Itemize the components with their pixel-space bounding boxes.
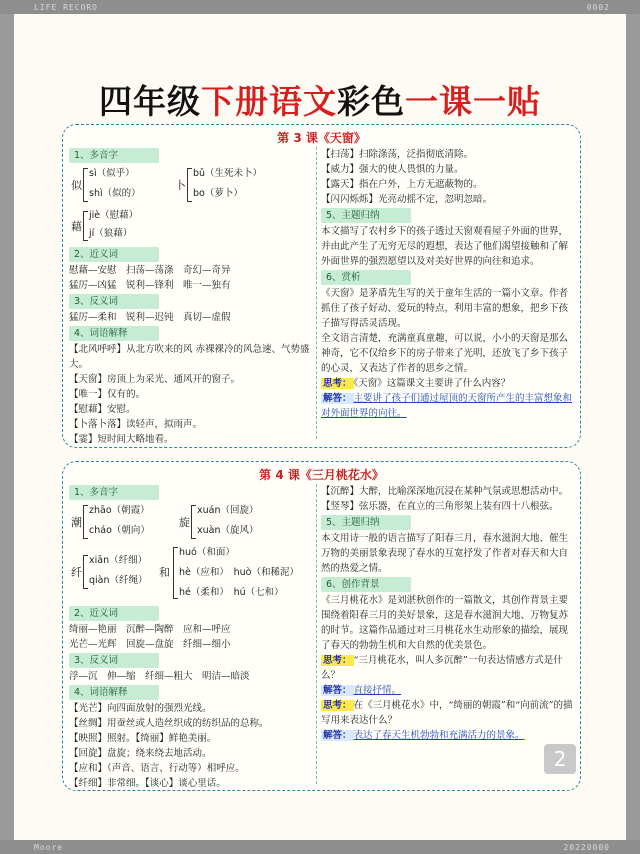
corner-top-right: 0002 — [586, 3, 610, 12]
polyphone-zhao-xuan — [69, 501, 314, 545]
brace — [83, 505, 88, 539]
theme-text: 本文描写了农村乡下的孩子透过天窗观看屋子外面的世界，并由此产生了无穷无尽的遐想，表达了他们渴望接触和了解外面世界的强烈愿望以及对美好世界的向往和追求。 — [321, 226, 569, 267]
lesson3-card — [62, 124, 581, 448]
word-meaning: 【映照】照射。【绮丽】鲜艳美丽。 — [69, 733, 217, 744]
answer — [321, 728, 574, 743]
column-divider — [316, 484, 317, 784]
brace — [83, 168, 88, 202]
appreciation-text: 全文语言清楚，充满童真童趣，可以说，小小的天窗是那么神奇，它不仅给乡下的房子带来了光明，还放飞了乡下孩子的心灵，又表达了作者的思乡之情。 — [321, 333, 569, 374]
section-theme: 5、主题归纳 — [321, 515, 411, 530]
question-text: “三月桃花水，叫人多沉醉”一句表达情感方式是什么？ — [321, 655, 563, 681]
reading-he-1: huó（和面） — [179, 547, 235, 558]
title-grade: 四年级 — [99, 82, 201, 121]
section-polyphones: 1、多音字 — [69, 485, 159, 500]
word-meaning: 【慰藉】安慰。 — [69, 404, 136, 415]
answer — [321, 391, 574, 421]
char-he: 和 — [159, 566, 170, 579]
reading-jie-2: jí（狼藉） — [89, 228, 133, 239]
word-meaning: 【应和】（声音、语言、行动等）相呼应。 — [69, 763, 245, 774]
section-background: 6、创作背景 — [321, 577, 411, 592]
reading-zhao-1: zhāo（朝霞） — [89, 505, 150, 516]
word-meaning: 【纤细】非常细。【谈心】谈心里话。 — [69, 778, 226, 789]
synonym-row: 光芒—光辉 回旋—盘旋 纤细—细小 — [69, 639, 231, 650]
antonym-row: 猛厉—柔和 锐利—迟钝 真切—虚假 — [69, 312, 231, 323]
section-appreciation: 6、赏析 — [321, 270, 411, 285]
answer-text: 表达了春天生机勃勃和充满活力的景象。 — [353, 730, 525, 741]
word-meaning: 【回旋】盘旋；绕来绕去地活动。 — [69, 748, 212, 759]
title-volume: 下册 — [201, 82, 269, 121]
brace — [173, 547, 178, 599]
corner-bottom-right: 20220000 — [563, 843, 610, 852]
question-label: 思考： — [323, 378, 352, 389]
bottom-strip — [0, 840, 640, 854]
word-meaning: 【威力】强大的使人畏惧的力量。 — [321, 164, 464, 175]
reading-bu-1: bǔ（生死未卜） — [193, 168, 263, 179]
word-meaning: 【扫荡】扫除涤荡，泛指彻底清除。 — [321, 149, 474, 160]
title-color: 彩色 — [337, 82, 405, 121]
reading-si-1: sì（似乎） — [89, 168, 135, 179]
lesson4-card — [62, 461, 581, 791]
section-antonyms: 3、反义词 — [69, 653, 159, 668]
title-subject: 语文 — [269, 82, 337, 121]
corner-bottom-left: Moore — [34, 843, 64, 852]
antonym-row: 浮—沉 伸—缩 纤细—粗大 明洁—暗淡 — [69, 671, 250, 682]
reading-zhao-2: cháo（朝向） — [89, 525, 150, 536]
reading-bu-2: bo（萝卜） — [193, 188, 243, 199]
char-qian: 纤 — [71, 566, 82, 579]
appreciation-text: 《天窗》是茅盾先生写的关于童年生活的一篇小文章。作者抓住了孩子好动、爱玩的特点，利用丰富的想象，把乡下孩子描写得活灵活现。 — [321, 288, 569, 329]
section-polyphones: 1、多音字 — [69, 148, 159, 163]
page-number-badge: 2 — [544, 744, 576, 774]
reading-he-3: hé（柔和） hú（七和） — [179, 587, 284, 598]
section-antonyms: 3、反义词 — [69, 294, 159, 309]
word-meaning: 【卜落卜落】读轻声，拟雨声。 — [69, 419, 203, 430]
lesson4-heading: 第 4 课《三月桃花水》 — [259, 468, 384, 482]
char-si: 似 — [71, 179, 82, 192]
answer-label: 解答： — [323, 393, 352, 404]
brace — [187, 168, 192, 202]
question — [321, 376, 574, 391]
lesson3-heading: 第 3 课《天窗》 — [277, 131, 366, 145]
char-bu: 卜 — [175, 179, 186, 192]
answer-label: 解答： — [323, 730, 352, 741]
lesson4-right-column — [321, 484, 574, 743]
word-meaning: 【丝绸】用蚕丝或人造丝织成的纺织品的总称。 — [69, 718, 269, 729]
background-text: 《三月桃花水》是刘湛秋创作的一篇散文，其创作背景主要围绕着阳春三月的美好景象，这是春水滋润大地、万物复苏的时节。这篇作品通过对三月桃花水生动形象的描绘，展现了春天的勃勃生机和大自然的优美景色。 — [321, 595, 569, 651]
polyphone-si-bu — [69, 164, 314, 208]
section-synonyms: 2、近义词 — [69, 606, 159, 621]
reading-he-2: hè（应和） huò（和稀泥） — [179, 567, 299, 578]
brace — [83, 211, 88, 241]
reading-si-2: shì（似的） — [89, 188, 141, 199]
brace — [83, 555, 88, 589]
word-meaning: 【露天】指在户外，上方无遮蔽物的。 — [321, 179, 483, 190]
question-text: 在《三月桃花水》中，“绮丽的朝霞”和“向前流”的描写用来表达什么？ — [321, 700, 573, 726]
page-title — [0, 76, 640, 123]
section-theme: 5、主题归纳 — [321, 208, 411, 223]
polyphone-jie — [69, 208, 314, 246]
column-divider — [316, 147, 317, 439]
synonym-row: 慰藉—安慰 扫荡—荡涤 奇幻—奇异 — [69, 265, 231, 276]
polyphone-qian-he — [69, 545, 314, 605]
word-meaning: 【霎】短时间大略地看。 — [69, 434, 174, 445]
question-label: 思考： — [323, 700, 352, 711]
reading-xuan-2: xuàn（旋风） — [197, 525, 259, 536]
answer-text: 主要讲了孩子们通过屋顶的天窗所产生的丰富想象和对外面世界的向往。 — [321, 393, 573, 419]
theme-text: 本文用诗一般的语言描写了阳春三月，春水滋润大地、催生万物的美丽景象表现了春水的互宽抒发了作者对春天和大自然的热爱之情。 — [321, 533, 569, 574]
word-meaning: 【竖琴】弦乐器，在直立的三角形架上装有四十八根弦。 — [321, 501, 559, 512]
question — [321, 698, 574, 728]
corner-top-left: LIFE RECORD — [34, 3, 98, 12]
reading-jie-1: jiè（慰藉） — [89, 210, 139, 221]
synonym-row: 绮丽—艳丽 沉醉—陶醉 应和—呼应 — [69, 624, 231, 635]
word-meaning: 【天窗】房顶上为采光、通风开的窗子。 — [69, 374, 241, 385]
char-jie: 藉 — [71, 220, 82, 233]
question — [321, 653, 574, 683]
question-text: 《天窗》这篇课文主要讲了什么内容？ — [353, 378, 511, 389]
section-word-meanings: 4、词语解释 — [69, 326, 159, 341]
char-zhao: 潮 — [71, 516, 82, 529]
word-meaning: 【唯一】仅有的。 — [69, 389, 146, 400]
lesson4-left-column — [69, 484, 314, 791]
answer — [321, 683, 574, 698]
reading-xuan-1: xuán（回旋） — [197, 505, 259, 516]
lesson3-right-column — [321, 147, 574, 421]
word-meaning: 【沉醉】大醉，比喻深深地沉浸在某种气氛或思想活动中。 — [321, 486, 569, 497]
word-meaning: 【北风呼呼】从北方吹来的风 赤裸裸冷的风急速、气势盛大。 — [69, 344, 310, 370]
answer-text: 直接抒情。 — [353, 685, 402, 696]
question-label: 思考： — [323, 655, 352, 666]
word-meaning: 【闪闪烁烁】光亮动摇不定，忽明忽暗。 — [321, 194, 493, 205]
word-meaning: 【光芒】向四面放射的强烈光线。 — [69, 703, 212, 714]
reading-qian-1: xiān（纤细） — [89, 555, 148, 566]
reading-qian-2: qiàn（纤绳） — [89, 575, 148, 586]
answer-label: 解答： — [323, 685, 352, 696]
section-synonyms: 2、近义词 — [69, 247, 159, 262]
char-xuan: 旋 — [179, 516, 190, 529]
lesson3-left-column — [69, 147, 314, 447]
title-slogan: 一课一贴 — [405, 82, 541, 121]
section-word-meanings: 4、词语解释 — [69, 685, 159, 700]
brace — [191, 505, 196, 539]
synonym-row: 猛厉—凶猛 锐利—锋利 唯一—独有 — [69, 280, 231, 291]
